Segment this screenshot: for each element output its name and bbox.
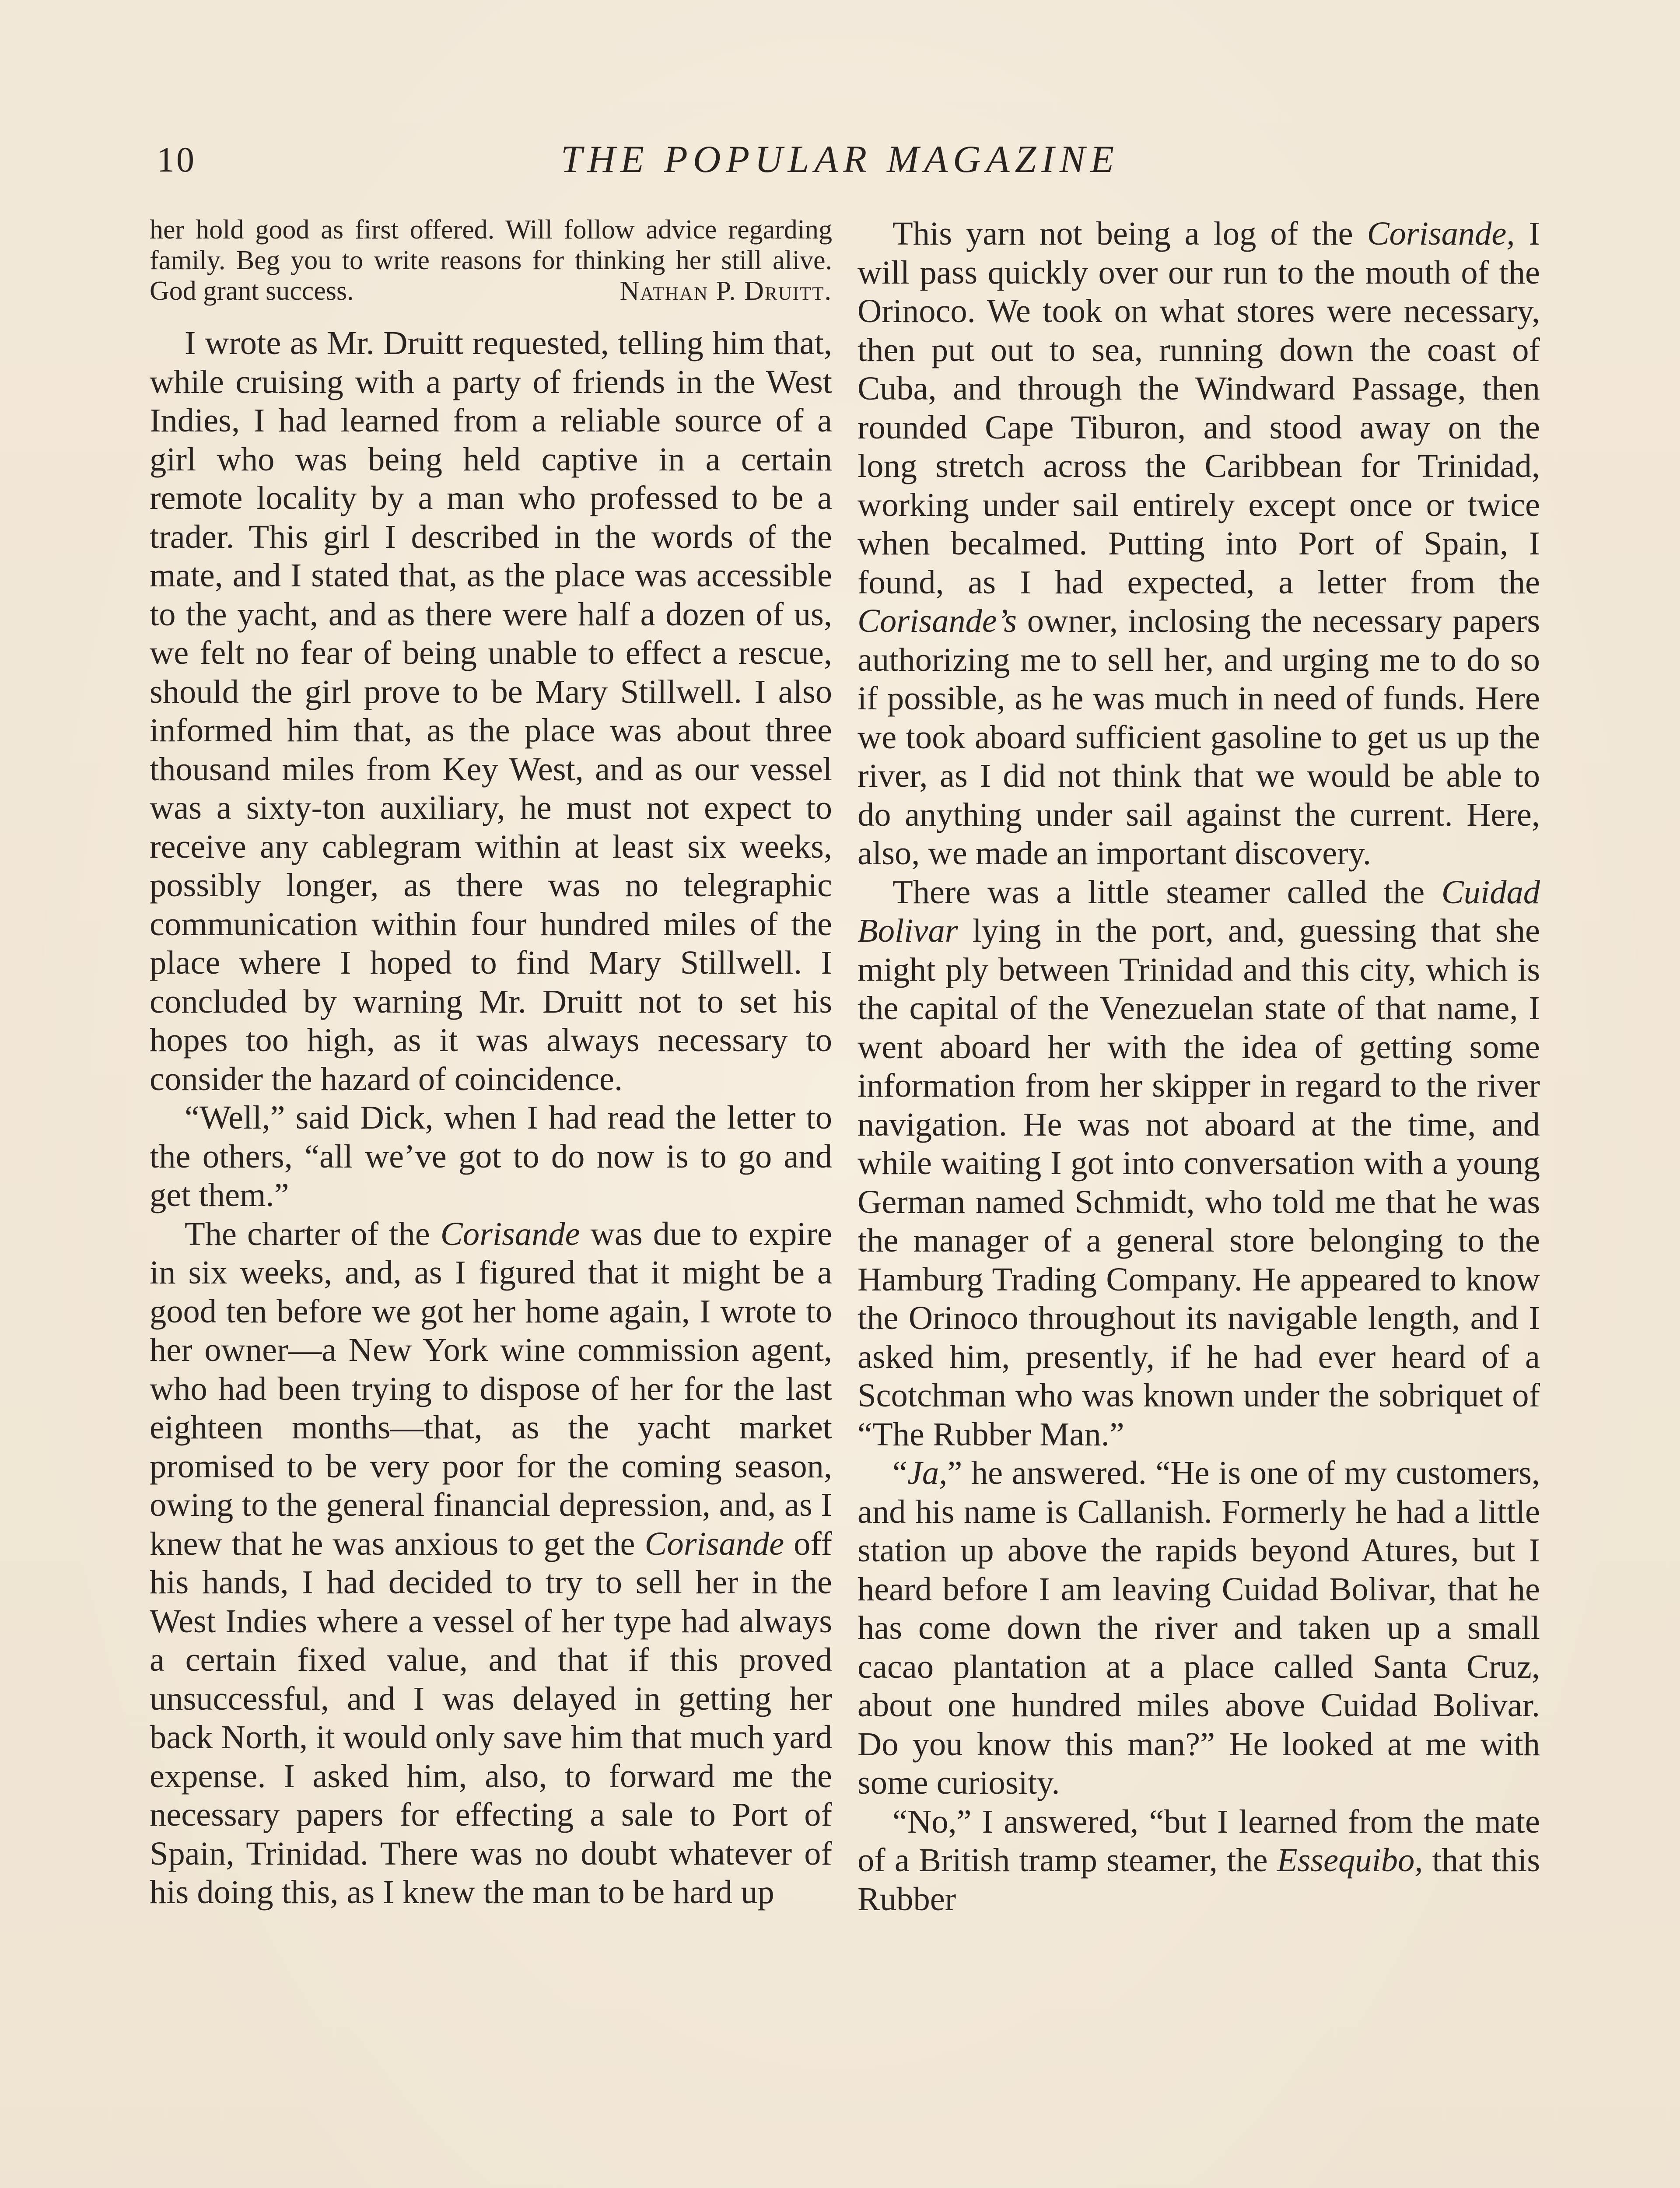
ship-name: Essequibo,	[1277, 1841, 1423, 1879]
right-column	[858, 214, 1540, 1918]
ship-name: Corisande	[644, 1525, 784, 1562]
telegram-excerpt	[150, 214, 832, 306]
ship-name: Corisande	[440, 1215, 580, 1252]
paragraph-charter: The charter of the Corisande was due to expire in six weeks, and, as I figured that it might be a good ten before we got her home again, I wrote to her owner—a New York wine commission agent, who had been trying to dispose of her for the last eighteen months—that, as the yacht market promised to be very poor for the coming season, owing to the general financial depression, and, as I knew that he was anxious to get the Corisande off his hands, I had decided to try to sell her in the West Indies where a vessel of her type had always a certain fixed value, and that if this proved unsuccessful, and I was delayed in getting her back North, it would only save him that much yard expense. I asked him, also, to forward me the necessary papers for effecting a sale to Port of Spain, Trinidad. There was no doubt whatever of his doing this, as I knew the man to be hard up	[150, 1215, 832, 1911]
telegram-signature: Nathan P. Druitt.	[620, 276, 832, 306]
running-header	[149, 131, 1531, 188]
paragraph-steamer: There was a little steamer called the Cuidad Bolivar lying in the port, and, guessing that she might ply between Trinidad and this city, which is the capital of the Venezuelan state of that name, I went aboard her with the idea of getting some information from her skipper in regard to the river navigation. He was not aboard at the time, and while waiting I got into conversation with a young German named Schmidt, who told me that he was the manager of a general store belonging to the Hamburg Trading Company. He appeared to know the Orinoco throughout its navigable length, and I asked him, presently, if he had ever heard of a Scotchman who was known under the sobriquet of “The Rubber Man.”	[858, 873, 1540, 1453]
paragraph-reply: “No,” I answered, “but I learned from the mate of a British tramp steamer, the Essequibo, that this Rubber	[858, 1802, 1540, 1918]
paragraph-voyage: This yarn not being a log of the Corisande, I will pass quickly over our run to the mouth of the Orinoco. We took on what stores were necessary, then put out to sea, running down the coast of Cuba, and through the Windward Passage, then rounded Cape Tiburon, and stood away on the long stretch across the Caribbean for Trinidad, working under sail entirely except once or twice when becalmed. Putting into Port of Spain, I found, as I had expected, a letter from the Corisande’s owner, inclosing the necessary papers authorizing me to sell her, and urging me to do so if possible, as he was much in need of funds. Here we took aboard sufficient gasoline to get us up the river, as I did not think that we would be able to do anything under sail against the current. Here, also, we made an important discovery.	[858, 215, 1540, 872]
ship-name: Corisande’s	[858, 602, 1017, 639]
ship-name: Cuidad Bolivar	[858, 873, 1540, 949]
left-column	[150, 214, 832, 1912]
ship-name: Corisande,	[1367, 215, 1515, 252]
telegram-text: her hold good as first offered. Will follow advice regarding family. Beg you to write reasons for thinking her still alive. God grant success.	[150, 215, 832, 306]
foreign-word: Ja,	[907, 1454, 948, 1491]
paragraph-schmidt-answer: “Ja,” he answered. “He is one of my customers, and his name is Callanish. Formerly he had a little station up above the rapids beyond Atures, but I heard before I am leaving Cuidad Bolivar, that he has come down the river and taken up a small cacao plantation at a place called Santa Cruz, about one hundred miles above Cuidad Bolivar. Do you know this man?” He looked at me with some curiosity.	[858, 1454, 1540, 1801]
paragraph-dick-quote: “Well,” said Dick, when I had read the letter to the others, “all we’ve got to do now is to go and get them.”	[150, 1099, 832, 1213]
paragraph-letter: I wrote as Mr. Druitt requested, telling him that, while cruising with a party of friends in the West Indies, I had learned from a reliable source of a girl who was being held captive in a certain remote locality by a man who professed to be a trader. This girl I described in the words of the mate, and I stated that, as the place was accessible to the yacht, and as there were half a dozen of us, we felt no fear of being unable to effect a rescue, should the girl prove to be Mary Stillwell. I also informed him that, as the place was about three thousand miles from Key West, and as our vessel was a sixty-ton auxiliary, he must not expect to receive any cablegram within at least six weeks, possibly longer, as there was no telegraphic communication within four hundred miles of the place where I hoped to find Mary Stillwell. I concluded by warning Mr. Druitt not to set his hopes too high, as it was always necessary to consider the hazard of coincidence.	[150, 324, 832, 1098]
page-number: 10	[157, 140, 196, 179]
magazine-title: THE POPULAR MAGAZINE	[560, 138, 1120, 181]
